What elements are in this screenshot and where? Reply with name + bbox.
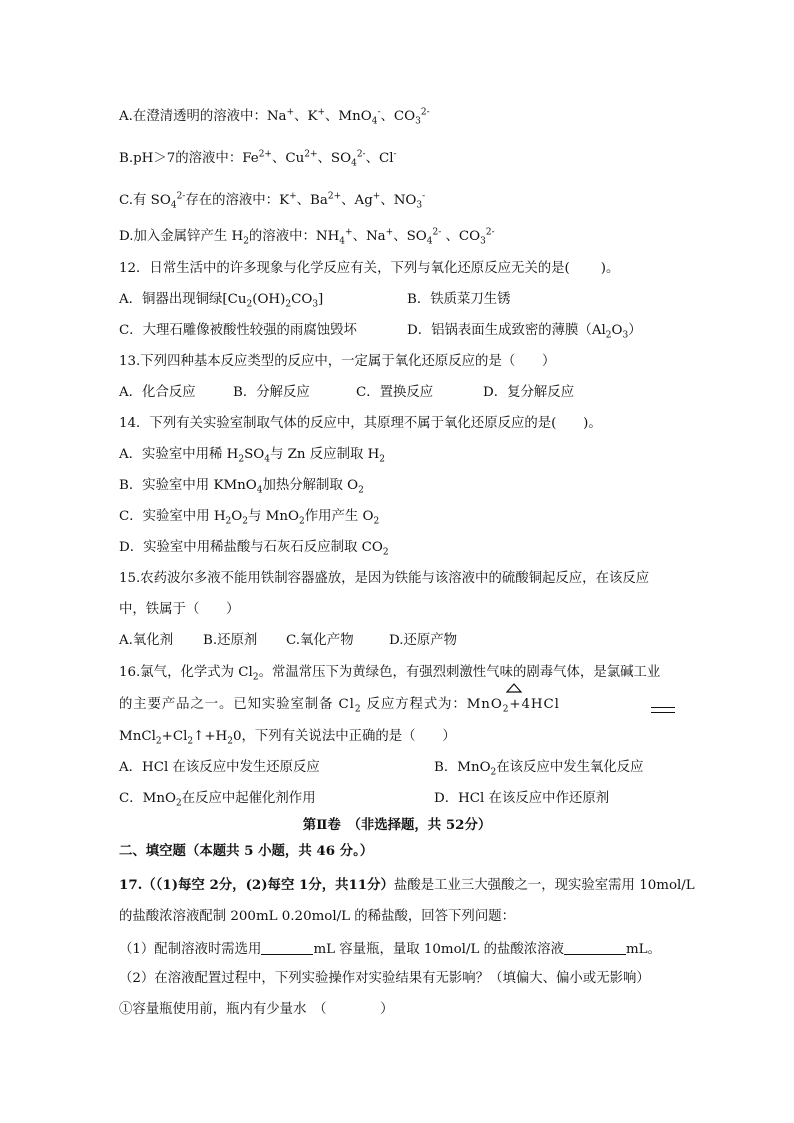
q12-option-d: D．铝锅表面生成致密的薄膜$(Al_2O_3)$: [407, 323, 642, 341]
q13-stem: 13.下列四种基本反应类型的反应中，一定属于氧化还原反应的是（ ）: [119, 354, 556, 369]
q12-option-a: A．铜器出现铜绿$[Cu_2(OH)_2CO_3]$: [119, 292, 324, 310]
section-title: 二、填空题（本题共 5 小题，共 46 分。）: [119, 843, 374, 859]
q17-sub1: （1）配制溶液时需选用 mL 容量瓶，量取 10mol/L 的盐酸浓溶液 mL。: [119, 942, 661, 957]
q15-option-d: D.还原产物: [389, 633, 458, 648]
q13-option-d: D．复分解反应: [483, 385, 575, 400]
q13-option-a: A．化合反应: [119, 385, 196, 400]
q15-stem-line1: 15.农药波尔多液不能用铁制容器盛放，是因为铁能与该溶液中的硫酸铜起反应，在该反应: [119, 571, 650, 586]
q13-option-c: C．置换反应: [356, 385, 434, 400]
q15-option-b: B.还原剂: [203, 633, 258, 648]
q13-option-b: B．分解反应: [233, 385, 310, 400]
heat-triangle-icon: [506, 683, 522, 693]
answer-blank-2[interactable]: [564, 940, 626, 955]
q16-option-d: D．HCl 在该反应中作还原剂: [434, 791, 610, 806]
q17-stem-line1: 17.（（1)每空 2分，(2)每空 1分，共11分）盐酸是工业三大强酸之一，现实验室需用 10mol/L: [119, 877, 695, 893]
q17-sub2: （2）在溶液配置过程中，下列实验操作对实验结果有无影响？（填偏大、偏小或无影响）: [119, 971, 650, 986]
q11-option-a: A.在澄清透明的溶液中：Na+、K+、MnO$_4$-、$CO_3^{2-}$: [119, 107, 430, 127]
q14-option-b: B．实验室中用 KMnO$_4$加热分解制取 $O_2$: [119, 478, 364, 496]
q12-option-c: C．大理石雕像被酸性较强的雨腐蚀毁坏: [119, 323, 357, 338]
q16-option-b: B．MnO$_2$在该反应中发生氧化反应: [434, 760, 644, 778]
q16-stem-line3: $MnCl_2+Cl_2↑+H_20$，下列有关说法中正确的是（ ）: [119, 729, 456, 747]
q11-option-d: D.加入金属锌产生 $H_2$的溶液中：$NH_4^+$、Na+、$SO_4^{2-}$ 、$CO_3^{2-}$: [119, 227, 495, 247]
q15-stem-line2: 中，铁属于（ ）: [119, 602, 240, 617]
q16-option-a: A．HCl 在该反应中发生还原反应: [119, 760, 320, 775]
equals-sign-icon: [651, 707, 675, 713]
q14-option-d: D．实验室中用稀盐酸与石灰石反应制取 $CO_2$: [119, 540, 389, 558]
q16-option-c: C．MnO$_2$在反应中起催化剂作用: [119, 791, 316, 809]
q15-option-a: A.氧化剂: [119, 633, 174, 648]
part2-title: 第Ⅱ卷 （非选择题，共 52分）: [302, 817, 492, 833]
q14-stem: 14．下列有关实验室制取气体的反应中，其原理不属于氧化还原反应的是( )。: [119, 416, 602, 431]
q15-option-c: C.氧化产物: [286, 633, 354, 648]
q11-option-c: C.有 $SO_4^{2-}$存在的溶液中：K+、$Ba^{2+}$、Ag+、$NO_3^-$: [119, 191, 426, 211]
q14-option-c: C．实验室中用 $H_2O_2$与 MnO$_2$作用产生 $O_2$: [119, 509, 380, 527]
q14-option-a: A．实验室中用稀 $H_2SO_4$与 Zn 反应制取 $H_2$: [119, 447, 386, 465]
q12-stem: 12．日常生活中的许多现象与化学反应有关，下列与氧化还原反应无关的是( )。: [119, 261, 620, 276]
q17-stem-line2: 的盐酸浓溶液配制 200mL 0.20mol/L 的稀盐酸，回答下列问题：: [119, 909, 515, 924]
q12-option-b: B．铁质菜刀生锈: [407, 292, 511, 307]
q11-option-b: B.pH＞7的溶液中：$Fe^{2+}$、$Cu^{2+}$、$SO_4^{2-}$、Cl-: [119, 149, 397, 169]
q16-stem-line1: 16.氯气，化学式为 $Cl_2$。常温常压下为黄绿色，有强烈刺激性气味的剧毒气体，是氯碱工业: [119, 665, 661, 683]
answer-blank-1[interactable]: [261, 940, 313, 955]
q17-sub2-item1: ①容量瓶使用前，瓶内有少量水 （ ）: [119, 1002, 394, 1017]
q16-stem-line2: 的主要产品之一。已知实验室制备 $Cl_2$ 反应方程式为：MnO$_2$+4HCl: [119, 697, 560, 715]
